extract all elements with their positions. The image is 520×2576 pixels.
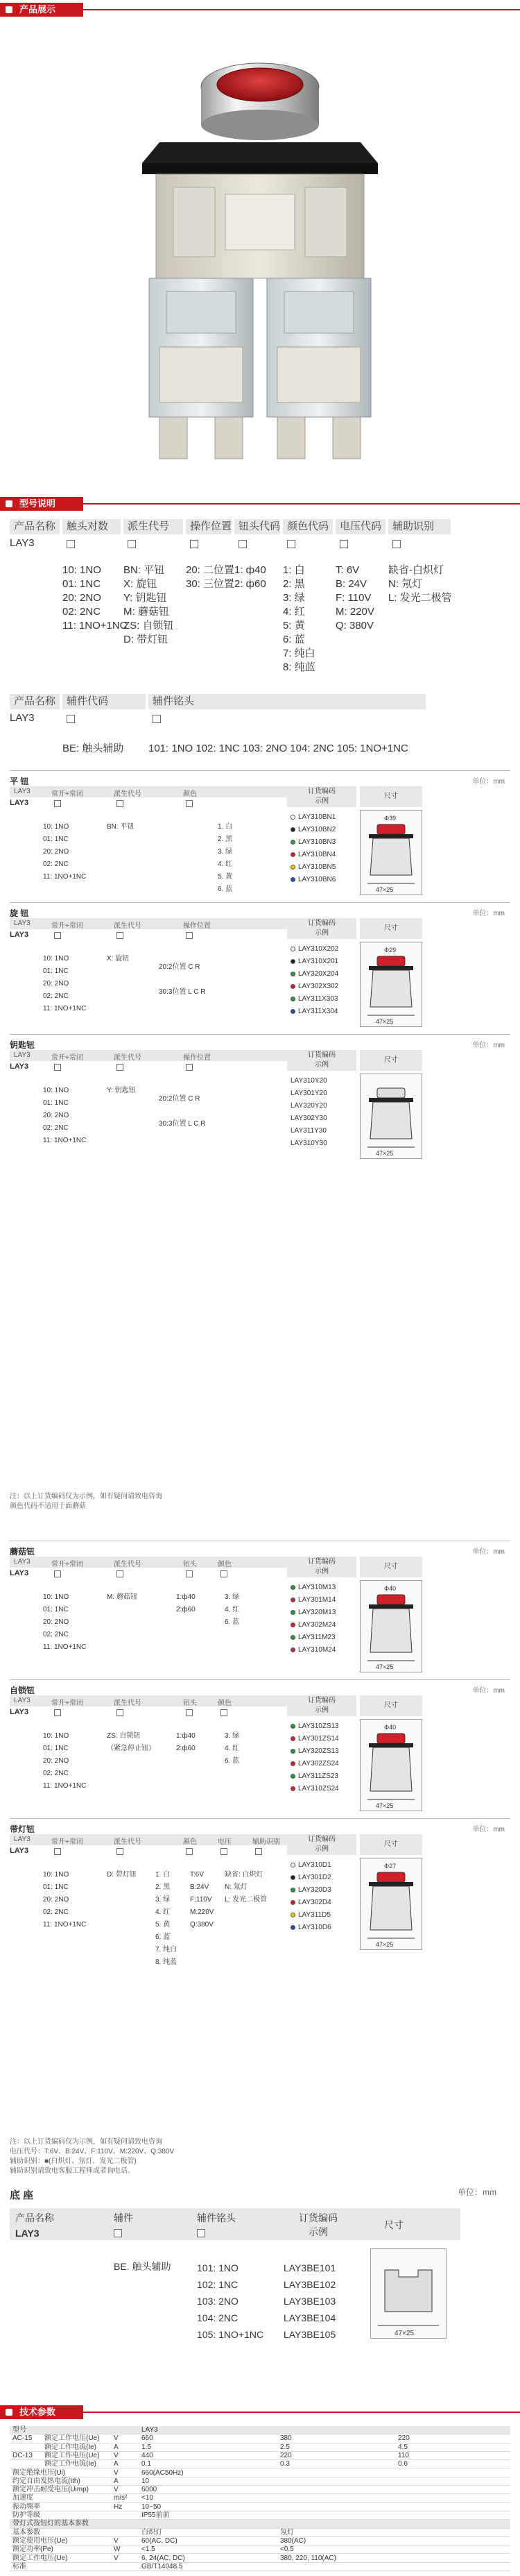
order-item: LAY310X201 bbox=[291, 956, 338, 968]
panel-hdr-product: LAY3 bbox=[14, 1558, 31, 1566]
panel-dim-top: Φ40 bbox=[384, 1724, 397, 1731]
panel-hdr-col: 常开+常闭 bbox=[51, 1838, 83, 1846]
code-box bbox=[153, 715, 161, 723]
panel-2 bbox=[10, 1034, 510, 1162]
panel-dim-bottom: 47×25 bbox=[376, 1663, 394, 1670]
divider bbox=[83, 9, 520, 10]
voltage-list: T: 6V B: 24V F: 110V M: 220V Q: 380V bbox=[336, 564, 374, 632]
panel-order-hdr: 订货编码 示例 bbox=[287, 918, 356, 939]
panel-colors: 3. 绿 4. 红 6. 蓝 bbox=[225, 1732, 240, 1765]
panel-hdr-col: 派生代号 bbox=[114, 1838, 141, 1846]
panel-product: LAY3 bbox=[10, 931, 29, 939]
panel-hdr-col: 常开+常闭 bbox=[51, 922, 83, 930]
code-box bbox=[186, 932, 193, 939]
panel-dim-top: Φ39 bbox=[384, 815, 397, 822]
panel-contacts: 10: 1NO 01: 1NC 20: 2NO 02: 2NC 11: 1NO+1NC bbox=[43, 1871, 87, 1929]
code-box bbox=[239, 540, 247, 548]
panel-order-hdr: 订货编码 示例 bbox=[287, 1695, 356, 1716]
tech-row: 额定工作电压(Ue) V 6, 24(AC, DC) 380, 220, 110(AC) bbox=[10, 2554, 510, 2563]
color-dot-icon bbox=[291, 815, 295, 820]
panel-hdr-col: 常开+常闭 bbox=[51, 790, 83, 798]
color-dot-icon bbox=[291, 972, 295, 976]
panel-title: 自锁钮 bbox=[10, 1686, 35, 1695]
order-item: LAY311X303 bbox=[291, 993, 338, 1006]
color-dot-icon bbox=[291, 1875, 295, 1880]
base-hdr-acc-head: 辅件铭头 bbox=[197, 2212, 236, 2223]
product-image bbox=[0, 21, 520, 493]
base-hdr-product: 产品名称 bbox=[15, 2212, 54, 2223]
panel-0 bbox=[10, 770, 510, 899]
order-item: LAY311M23 bbox=[291, 1632, 336, 1644]
panel-title: 钥匙钮 bbox=[10, 1040, 35, 1050]
code-box bbox=[186, 1709, 193, 1716]
position-list: 20: 二位置 30: 三位置 bbox=[186, 564, 235, 590]
tech-row: 防护等级 IP55前前 bbox=[10, 2511, 510, 2520]
panel-3 bbox=[10, 1541, 510, 1676]
order-item: LAY301D2 bbox=[291, 1872, 331, 1884]
product-code: LAY3 bbox=[10, 712, 35, 724]
order-item: LAY320D3 bbox=[291, 1884, 331, 1897]
tech-row: 带灯式按钮灯的基本参数 bbox=[10, 2520, 510, 2528]
panel-head: 1:ф40 2:ф60 bbox=[176, 1593, 196, 1613]
head-list: 1: ф40 2: ф60 bbox=[234, 564, 266, 590]
code-box bbox=[67, 540, 75, 548]
panel-colors: 1. 白 2. 黑 3. 绿 4. 红 5. 黄 6. 蓝 7. 纯白 8. 纯蓝 bbox=[155, 1871, 177, 1966]
panel-hdr-col: 颜色 bbox=[218, 1561, 232, 1568]
section-header-model bbox=[0, 494, 520, 514]
section-header-product bbox=[0, 0, 520, 19]
color-dot-icon bbox=[291, 1749, 295, 1754]
tech-row: 型号 LAY3 bbox=[10, 2426, 510, 2434]
panel-hdr-col: 派生代号 bbox=[114, 1561, 141, 1568]
color-dot-icon bbox=[291, 1598, 295, 1602]
color-dot-icon bbox=[291, 852, 295, 857]
panel-contacts: 10: 1NO 01: 1NC 20: 2NO 02: 2NC 11: 1NO+1NC bbox=[43, 955, 87, 1012]
color-dot-icon bbox=[291, 1925, 295, 1930]
panel-size-hdr: 尺寸 bbox=[360, 1695, 422, 1716]
order-item: LAY310M24 bbox=[291, 1644, 336, 1656]
code-box bbox=[186, 1064, 193, 1071]
panel-hdr-col: 派生代号 bbox=[114, 922, 141, 930]
order-item: LAY311D5 bbox=[291, 1909, 331, 1922]
panel-4 bbox=[10, 1679, 510, 1815]
section-tag: 产品展示 bbox=[0, 3, 83, 17]
panel-hdr-col: 辅助识别 bbox=[252, 1838, 280, 1846]
base-hdr-size: 尺寸 bbox=[384, 2219, 404, 2230]
panel-hdr-col: 操作位置 bbox=[183, 922, 211, 930]
code-box bbox=[54, 1709, 61, 1716]
order-item: LAY302Y30 bbox=[291, 1115, 327, 1122]
base-title: 底 座 bbox=[10, 2189, 34, 2201]
code-box bbox=[128, 540, 136, 548]
panel-positions: 20:2位置 C R 30:3位置 L C R bbox=[159, 963, 206, 996]
order-item: LAY320X204 bbox=[291, 968, 338, 981]
panel-colors: 3. 绿 4. 红 6. 蓝 bbox=[225, 1593, 240, 1626]
code-box bbox=[186, 800, 193, 807]
base-dim: 47×25 bbox=[395, 2330, 415, 2337]
panel-dim-bottom: 47×25 bbox=[376, 1018, 394, 1025]
color-dot-icon bbox=[291, 997, 295, 1001]
panel-drawing bbox=[360, 1858, 422, 1950]
panel-orders bbox=[291, 943, 338, 1018]
color-dot-icon bbox=[291, 1863, 295, 1867]
order-item: LAY320Y20 bbox=[291, 1102, 327, 1110]
color-dot-icon bbox=[291, 827, 295, 832]
code-box bbox=[54, 932, 61, 939]
panel-size-hdr: 尺寸 bbox=[360, 1050, 422, 1071]
code-box bbox=[287, 540, 295, 548]
panel-drawing bbox=[360, 1580, 422, 1672]
panel-positions: 20:2位置 C R 30:3位置 L C R bbox=[159, 1095, 206, 1128]
color-dot-icon bbox=[291, 1888, 295, 1892]
order-item: LAY310Y20 bbox=[291, 1077, 327, 1085]
color-dot-icon bbox=[291, 1009, 295, 1014]
tech-row: 额定工作电流(Ie) A 0.1 0.3 0.6 bbox=[10, 2460, 510, 2468]
tech-row: 额定冲击耐受电压(Uimp) V 6000 bbox=[10, 2486, 510, 2494]
accessory-code-table bbox=[10, 694, 510, 763]
order-item: LAY310BN5 bbox=[291, 861, 336, 874]
tech-row: 额定使用电压(Ue) V 60(AC, DC) 380(AC) bbox=[10, 2537, 510, 2545]
hdr-aux: 辅助识别 bbox=[388, 519, 451, 534]
hdr-acc-code: 辅件代码 bbox=[62, 694, 146, 709]
code-box bbox=[220, 1709, 227, 1716]
order-item: LAY301ZS14 bbox=[291, 1733, 339, 1745]
panel-order-hdr: 订货编码 示例 bbox=[287, 786, 356, 807]
base-unit: 单位：mm bbox=[458, 2187, 496, 2197]
tech-row: 额定功率(Pe) W <1.5 <0.5 bbox=[10, 2545, 510, 2554]
base-product: LAY3 bbox=[15, 2228, 40, 2239]
hdr-product: 产品名称 bbox=[10, 519, 60, 534]
panel-orders bbox=[291, 1859, 331, 1934]
panel-orders bbox=[291, 1582, 336, 1656]
hdr-contacts: 触头对数 bbox=[62, 519, 121, 534]
hdr-head: 钮头代码 bbox=[234, 519, 280, 534]
panel-product: LAY3 bbox=[10, 1708, 29, 1716]
panel-drawing bbox=[360, 1074, 422, 1159]
color-dot-icon bbox=[291, 1635, 295, 1640]
panel-hdr-col: 常开+常闭 bbox=[51, 1561, 83, 1568]
color-dot-icon bbox=[291, 1913, 295, 1917]
panel-contacts: 10: 1NO 01: 1NC 20: 2NO 02: 2NC 11: 1NO+1NC bbox=[43, 823, 87, 881]
tech-row: 额定工作电流(Ie) A 1.5 2.5 4.5 bbox=[10, 2443, 510, 2452]
panel-dim-top: Φ27 bbox=[384, 1863, 397, 1870]
panel-aux: 缺省: 白炽灯 N: 氖灯 L: 发光二极管 bbox=[225, 1871, 268, 1904]
order-item: LAY310Y30 bbox=[291, 1139, 327, 1147]
color-dot-icon bbox=[291, 877, 295, 882]
section-tag: 型号说明 bbox=[0, 497, 83, 511]
order-item: LAY311X304 bbox=[291, 1006, 338, 1018]
code-box bbox=[67, 715, 75, 723]
panel-hdr-product: LAY3 bbox=[14, 1697, 31, 1704]
order-item: LAY310X202 bbox=[291, 943, 338, 956]
panel-order-hdr: 订货编码 示例 bbox=[287, 1050, 356, 1071]
hdr-acc-head: 辅件铭头 bbox=[148, 694, 426, 709]
hdr-derive: 派生代号 bbox=[123, 519, 183, 534]
panel-unit: 单位：mm bbox=[472, 1826, 505, 1833]
panel-unit: 单位：mm bbox=[472, 778, 505, 786]
order-item: LAY302D4 bbox=[291, 1897, 331, 1909]
panel-hdr-col: 电压 bbox=[218, 1838, 232, 1846]
panel-size-hdr: 尺寸 bbox=[360, 1834, 422, 1855]
hdr-color: 颜色代码 bbox=[283, 519, 333, 534]
color-dot-icon bbox=[291, 1585, 295, 1590]
color-dot-icon bbox=[291, 1724, 295, 1729]
code-box bbox=[54, 1848, 61, 1855]
panel-unit: 单位：mm bbox=[472, 1687, 505, 1695]
panel-colors: 1. 白 2. 黑 3. 绿 4. 红 5. 黄 6. 蓝 bbox=[218, 823, 233, 893]
panel-size-hdr: 尺寸 bbox=[360, 786, 422, 807]
color-dot-icon bbox=[291, 1786, 295, 1791]
panel-orders bbox=[291, 1720, 339, 1795]
code-box bbox=[220, 1570, 227, 1577]
base-acc: BE. 触头辅助 bbox=[114, 2261, 171, 2272]
code-box bbox=[186, 1570, 193, 1577]
panel-hdr-product: LAY3 bbox=[14, 1836, 31, 1843]
tech-row: 标准 GB/T14048.5 bbox=[10, 2563, 510, 2571]
code-box bbox=[116, 1064, 123, 1071]
panel-hdr-col: 派生代号 bbox=[114, 1054, 141, 1062]
panel-drawing bbox=[360, 942, 422, 1027]
panel-contacts: 10: 1NO 01: 1NC 20: 2NO 02: 2NC 11: 1NO+1NC bbox=[43, 1732, 87, 1790]
hdr-product: 产品名称 bbox=[10, 694, 60, 709]
panel-derive: ZS: 自锁钮 （紧急停止钮） bbox=[107, 1732, 155, 1752]
order-item: LAY310BN3 bbox=[291, 836, 336, 849]
order-item: LAY302M24 bbox=[291, 1619, 336, 1632]
panel-unit: 单位：mm bbox=[472, 910, 505, 917]
divider bbox=[83, 2412, 520, 2413]
code-box bbox=[220, 1848, 227, 1855]
panel-orders bbox=[291, 1075, 327, 1150]
code-box bbox=[116, 800, 123, 807]
order-item: LAY320ZS13 bbox=[291, 1745, 339, 1758]
panel-product: LAY3 bbox=[10, 1569, 29, 1577]
code-box bbox=[54, 1064, 61, 1071]
color-dot-icon bbox=[291, 1622, 295, 1627]
order-item: LAY311ZS23 bbox=[291, 1770, 339, 1783]
divider bbox=[83, 503, 520, 505]
panel-title: 带灯钮 bbox=[10, 1824, 35, 1834]
acc-code: BE: 触头辅助 bbox=[62, 743, 124, 754]
contacts-list: 10: 1NO 01: 1NC 20: 2NO 02: 2NC 11: 1NO+1NC bbox=[62, 564, 128, 632]
panel-dim-bottom: 47×25 bbox=[376, 1802, 394, 1809]
panel-order-hdr: 订货编码 示例 bbox=[287, 1834, 356, 1855]
color-dot-icon bbox=[291, 865, 295, 870]
color-dot-icon bbox=[291, 840, 295, 845]
panel-hdr-col: 常开+常闭 bbox=[51, 1700, 83, 1707]
order-item: LAY310D6 bbox=[291, 1922, 331, 1934]
panel-drawing bbox=[360, 1719, 422, 1811]
panel-size-hdr: 尺寸 bbox=[360, 1557, 422, 1577]
panel-derive: X: 旋钮 bbox=[107, 955, 130, 963]
section-header-tech bbox=[0, 2403, 520, 2422]
color-dot-icon bbox=[291, 1900, 295, 1905]
base-items: 101: 1NO 102: 1NC 103: 2NO 104: 2NC 105: 1NO+1NC bbox=[197, 2262, 264, 2340]
panel-product: LAY3 bbox=[10, 799, 29, 807]
panel-hdr-col: 颜色 bbox=[183, 790, 197, 798]
order-item: LAY302ZS24 bbox=[291, 1758, 339, 1770]
panel-hdr-col: 派生代号 bbox=[114, 790, 141, 798]
panel-product: LAY3 bbox=[10, 1062, 29, 1071]
panel-derive: Y: 钥匙钮 bbox=[107, 1087, 136, 1094]
model-code-table bbox=[10, 519, 510, 686]
code-box bbox=[116, 1709, 123, 1716]
panel-hdr-product: LAY3 bbox=[14, 920, 31, 927]
panel-hdr-col: 钮头 bbox=[183, 1700, 197, 1707]
order-item: LAY310M13 bbox=[291, 1582, 336, 1594]
panel-hdr-col: 颜色 bbox=[218, 1700, 232, 1707]
order-item: LAY310BN6 bbox=[291, 874, 336, 886]
order-item: LAY310ZS13 bbox=[291, 1720, 339, 1733]
aux-list: 缺省-白炽灯 N: 氖灯 L: 发光二极管 bbox=[388, 564, 452, 604]
panel-hdr-col: 派生代号 bbox=[114, 1700, 141, 1707]
panel-dim-bottom: 47×25 bbox=[376, 1150, 394, 1157]
tech-row: 额定绝缘电压(Ui) V 660(AC50Hz) bbox=[10, 2469, 510, 2477]
panel-title: 蘑菇钮 bbox=[10, 1547, 35, 1557]
tech-row: DC-13 额定工作电压(Ue) V 440 220 110 bbox=[10, 2452, 510, 2460]
code-box bbox=[186, 1848, 193, 1855]
panel-product: LAY3 bbox=[10, 1847, 29, 1855]
code-box bbox=[190, 540, 198, 548]
tech-row: 振动频率 Hz 10~50 bbox=[10, 2503, 510, 2511]
color-dot-icon bbox=[291, 1736, 295, 1741]
panel-unit: 单位：mm bbox=[472, 1042, 505, 1049]
code-box bbox=[255, 1848, 262, 1855]
tech-table bbox=[10, 2426, 510, 2572]
color-dot-icon bbox=[291, 1647, 295, 1652]
panel-derive: M: 蘑菇钮 bbox=[107, 1593, 137, 1601]
panel-dim-top: Φ29 bbox=[384, 947, 397, 954]
panel-1 bbox=[10, 902, 510, 1031]
code-box bbox=[116, 932, 123, 939]
code-box bbox=[54, 1570, 61, 1577]
order-item: LAY310BN1 bbox=[291, 811, 336, 824]
panel-hdr-col: 常开+常闭 bbox=[51, 1054, 83, 1062]
panel-hdr-col: 操作位置 bbox=[183, 1054, 211, 1062]
code-box bbox=[116, 1848, 123, 1855]
panel-hdr-col: 钮头 bbox=[183, 1561, 197, 1568]
note-1: 注：以上订货编码仅为示例，如有疑问请致电咨询 颜色代码不适用于面蘑菇 bbox=[10, 1493, 162, 1510]
order-item: LAY302X302 bbox=[291, 981, 338, 993]
panel-title: 旋 钮 bbox=[10, 908, 29, 918]
tech-row: 基本参数 白炽灯 氖灯 bbox=[10, 2529, 510, 2537]
panel-head: 1:ф40 2:ф60 bbox=[176, 1732, 196, 1752]
color-dot-icon bbox=[291, 984, 295, 989]
order-item: LAY301Y20 bbox=[291, 1090, 327, 1097]
acc-items: 101: 1NO 102: 1NC 103: 2NO 104: 2NC 105: 1NO+1NC bbox=[148, 743, 408, 754]
base-orders: LAY3BE101 LAY3BE102 LAY3BE103 LAY3BE104 LAY3BE105 bbox=[284, 2262, 336, 2340]
panel-contacts: 10: 1NO 01: 1NC 20: 2NO 02: 2NC 11: 1NO+1NC bbox=[43, 1087, 87, 1144]
code-box bbox=[116, 1570, 123, 1577]
panel-orders bbox=[291, 811, 336, 886]
hdr-position: 操作位置 bbox=[186, 519, 232, 534]
tech-row: AC-15 额定工作电压(Ue) V 660 380 220 bbox=[10, 2434, 510, 2443]
panel-order-hdr: 订货编码 示例 bbox=[287, 1557, 356, 1577]
panel-title: 平 钮 bbox=[10, 777, 29, 786]
product-code: LAY3 bbox=[10, 537, 35, 549]
panel-derive: D: 带灯钮 bbox=[107, 1871, 137, 1879]
order-item: LAY301M14 bbox=[291, 1594, 336, 1607]
note-2: 注：以上订货编码仅为示例，如有疑问请致电咨询 电压代号：T:6V、B:24V、F:110V、M:220V、Q:380V 辅助识别：■(白炽灯、氖灯、发光二极管) 辅助识别请致电客服工程师或者询电话。 bbox=[10, 2138, 175, 2175]
panel-hdr-col: 颜色 bbox=[183, 1838, 197, 1846]
code-box bbox=[197, 2229, 205, 2237]
base-hdr-acc: 辅件 bbox=[114, 2212, 133, 2223]
color-dot-icon bbox=[291, 1610, 295, 1615]
base-hdr-order: 订货编码 示例 bbox=[299, 2212, 338, 2237]
order-item: LAY310BN4 bbox=[291, 849, 336, 861]
code-box bbox=[54, 800, 61, 807]
color-dot-icon bbox=[291, 1774, 295, 1779]
color-dot-icon bbox=[291, 959, 295, 964]
panel-dim-bottom: 47×25 bbox=[376, 886, 394, 893]
color-dot-icon bbox=[291, 1761, 295, 1766]
order-item: LAY310BN2 bbox=[291, 824, 336, 836]
panel-5 bbox=[10, 1818, 510, 1966]
panel-dim-top: Φ40 bbox=[384, 1585, 397, 1592]
order-item: LAY320M13 bbox=[291, 1607, 336, 1619]
hdr-voltage: 电压代码 bbox=[336, 519, 385, 534]
panel-size-hdr: 尺寸 bbox=[360, 918, 422, 939]
order-item: LAY311Y30 bbox=[291, 1127, 327, 1135]
panel-drawing bbox=[360, 810, 422, 895]
order-item: LAY310ZS24 bbox=[291, 1783, 339, 1795]
panel-hdr-product: LAY3 bbox=[14, 1051, 31, 1059]
base-section bbox=[10, 2179, 510, 2415]
panel-hdr-product: LAY3 bbox=[14, 788, 31, 795]
derive-list: BN: 平钮 X: 旋钮 Y: 钥匙钮 M: 蘑菇钮 ZS: 自锁钮 D: 带灯钮 bbox=[123, 564, 174, 645]
tech-row: 加速度 m/s² <10 bbox=[10, 2494, 510, 2502]
panel-contacts: 10: 1NO 01: 1NC 20: 2NO 02: 2NC 11: 1NO+1NC bbox=[43, 1593, 87, 1651]
panel-voltage: T:6V B:24V F:110V M:220V Q:380V bbox=[190, 1871, 214, 1929]
section-tag: 技术参数 bbox=[0, 2405, 83, 2419]
code-box bbox=[114, 2229, 122, 2237]
panel-unit: 单位：mm bbox=[472, 1548, 505, 1556]
color-list: 1: 白 2: 黑 3: 绿 4: 红 5: 黄 6: 蓝 7: 纯白 8: 纯蓝 bbox=[283, 564, 315, 673]
panel-dim-bottom: 47×25 bbox=[376, 1941, 394, 1948]
code-box bbox=[340, 540, 348, 548]
tech-row: 约定自由发热电流(Ith) A 10 bbox=[10, 2477, 510, 2486]
base-drawing bbox=[370, 2248, 447, 2339]
color-dot-icon bbox=[291, 947, 295, 951]
order-item: LAY310D1 bbox=[291, 1859, 331, 1872]
code-box bbox=[392, 540, 401, 548]
panel-derive: BN: 平钮 bbox=[107, 823, 135, 831]
